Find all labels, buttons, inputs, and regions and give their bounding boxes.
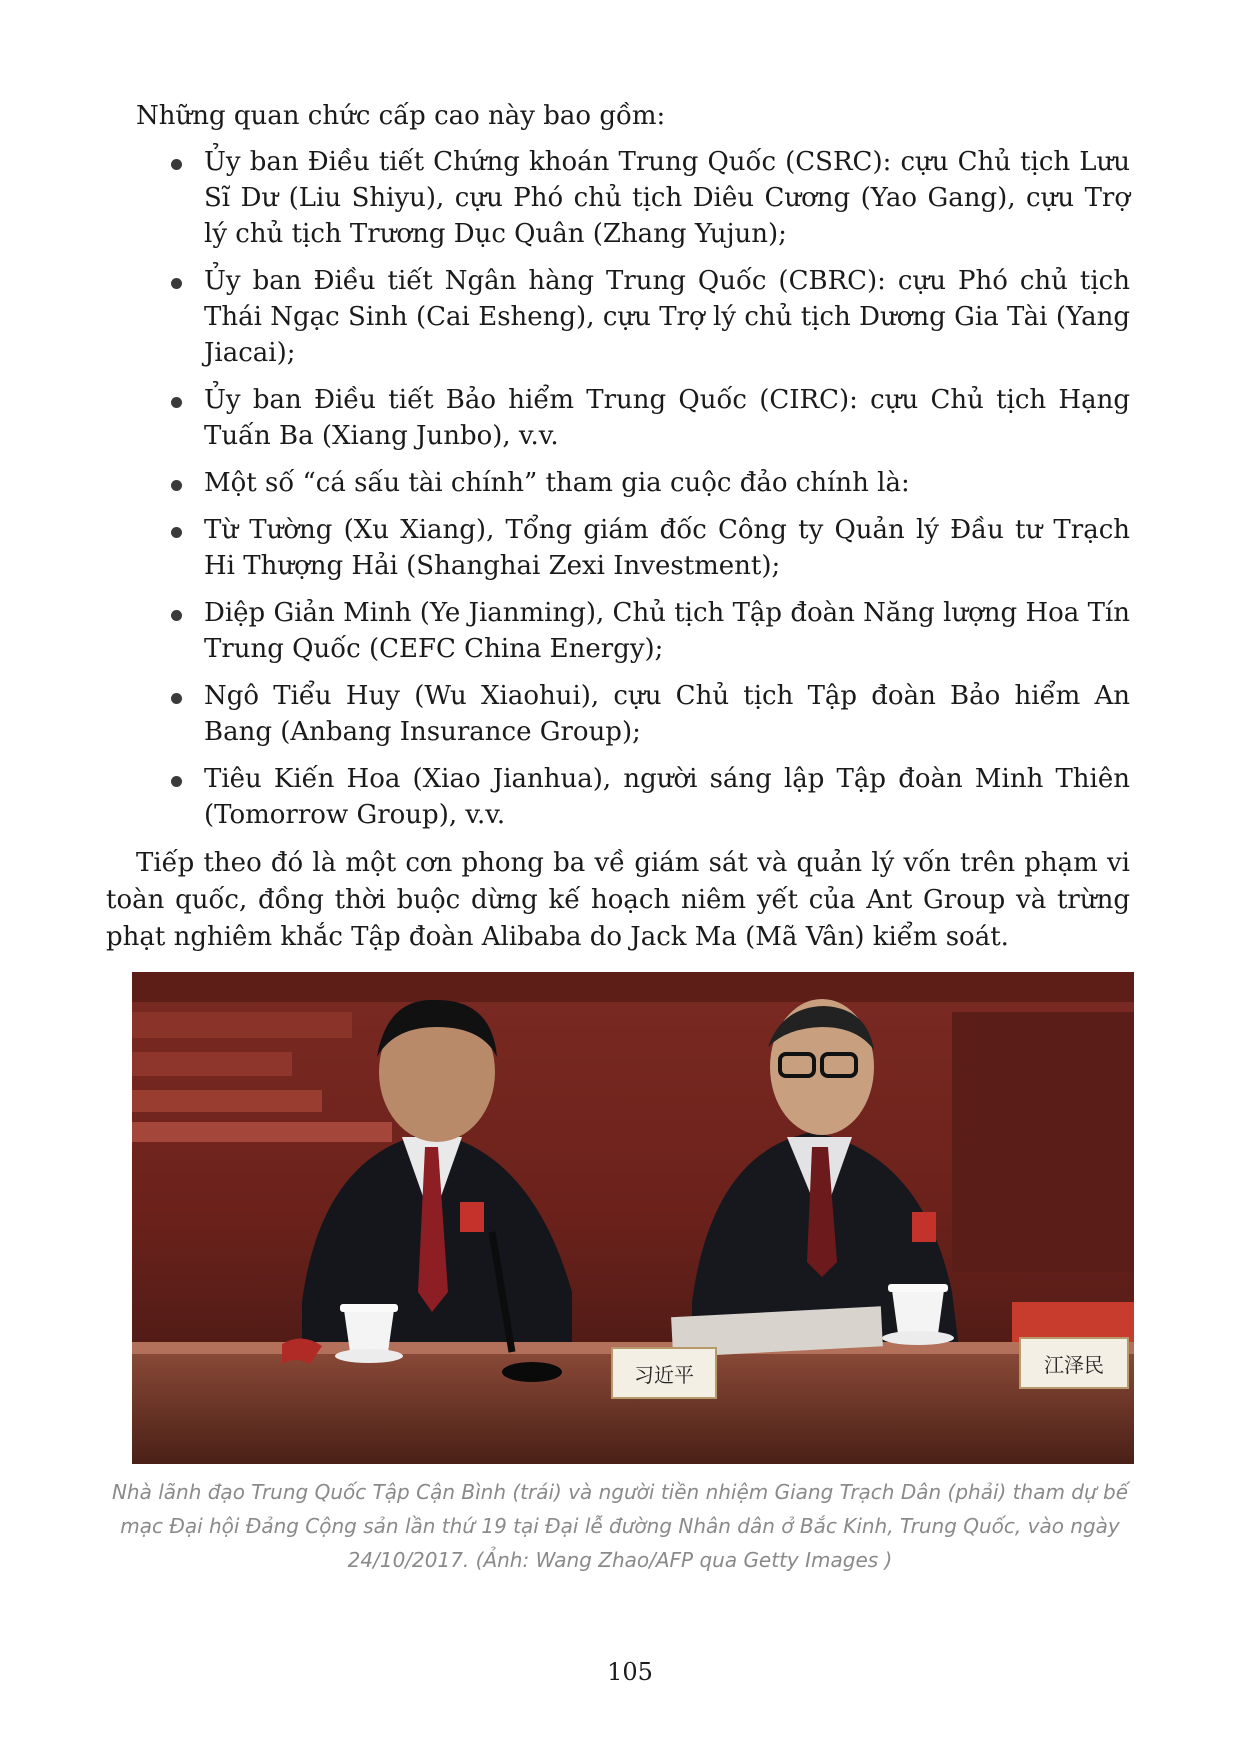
list-item: Diệp Giản Minh (Ye Jianming), Chủ tịch Tập đoàn Năng lượng Hoa Tín Trung Quốc (CEFC China Energy); bbox=[106, 595, 1130, 667]
body-paragraph: Tiếp theo đó là một cơn phong ba về giám sát và quản lý vốn trên phạm vi toàn quốc, đồng thời buộc dừng kế hoạch niêm yết của Ant Group và trừng phạt nghiêm khắc Tập đoàn Alibaba do Jack Ma (Mã Vân) kiểm soát. bbox=[106, 848, 1130, 952]
photo-caption: Nhà lãnh đạo Trung Quốc Tập Cận Bình (trái) và người tiền nhiệm Giang Trạch Dân (phải) tham dự bế mạc Đại hội Đảng Cộng sản lần thứ 19 tại Đại lễ đường Nhân dân ở Bắc Kinh, Trung Quốc, vào ngày 24/10/2017. (Ảnh: Wang Zhao/AFP qua Getty Images ) bbox=[111, 1480, 1129, 1572]
list-item: Ngô Tiểu Huy (Wu Xiaohui), cựu Chủ tịch Tập đoàn Bảo hiểm An Bang (Anbang Insurance Group); bbox=[106, 678, 1130, 750]
page-number: 105 bbox=[607, 1658, 653, 1686]
nameplate-left bbox=[612, 1348, 716, 1398]
list-item: Ủy ban Điều tiết Bảo hiểm Trung Quốc (CIRC): cựu Chủ tịch Hạng Tuấn Ba (Xiang Junbo), v.v. bbox=[106, 382, 1130, 454]
svg-text:江泽民: 江泽民 bbox=[1044, 1353, 1104, 1377]
officials-list bbox=[106, 144, 1130, 833]
body-text bbox=[106, 98, 1130, 956]
bullet-icon bbox=[171, 278, 182, 289]
list-item: Ủy ban Điều tiết Chứng khoán Trung Quốc (CSRC): cựu Chủ tịch Lưu Sĩ Dư (Liu Shiyu), cựu Phó chủ tịch Diêu Cương (Yao Gang), cựu Trợ lý chủ tịch Trương Dục Quân (Zhang Yujun); bbox=[106, 144, 1130, 252]
bullet-icon bbox=[171, 693, 182, 704]
list-item: Một số “cá sấu tài chính” tham gia cuộc đảo chính là: bbox=[106, 465, 1130, 501]
list-item: Ủy ban Điều tiết Ngân hàng Trung Quốc (CBRC): cựu Phó chủ tịch Thái Ngạc Sinh (Cai Esheng), cựu Trợ lý chủ tịch Dương Gia Tài (Yang Jiacai); bbox=[106, 263, 1130, 371]
intro-line: Những quan chức cấp cao này bao gồm: bbox=[136, 101, 666, 131]
photo-illustration bbox=[132, 972, 1134, 1464]
nameplate-right bbox=[1020, 1338, 1128, 1388]
svg-text:习近平: 习近平 bbox=[634, 1363, 694, 1387]
bullet-icon bbox=[171, 527, 182, 538]
bullet-icon bbox=[171, 397, 182, 408]
bullet-icon bbox=[171, 159, 182, 170]
list-item: Từ Tường (Xu Xiang), Tổng giám đốc Công ty Quản lý Đầu tư Trạch Hi Thượng Hải (Shanghai Zexi Investment); bbox=[106, 512, 1130, 584]
news-photo bbox=[132, 972, 1134, 1464]
bullet-icon bbox=[171, 610, 182, 621]
bullet-icon bbox=[171, 480, 182, 491]
list-item: Tiêu Kiến Hoa (Xiao Jianhua), người sáng lập Tập đoàn Minh Thiên (Tomorrow Group), v.v. bbox=[106, 761, 1130, 833]
bullet-icon bbox=[171, 776, 182, 787]
